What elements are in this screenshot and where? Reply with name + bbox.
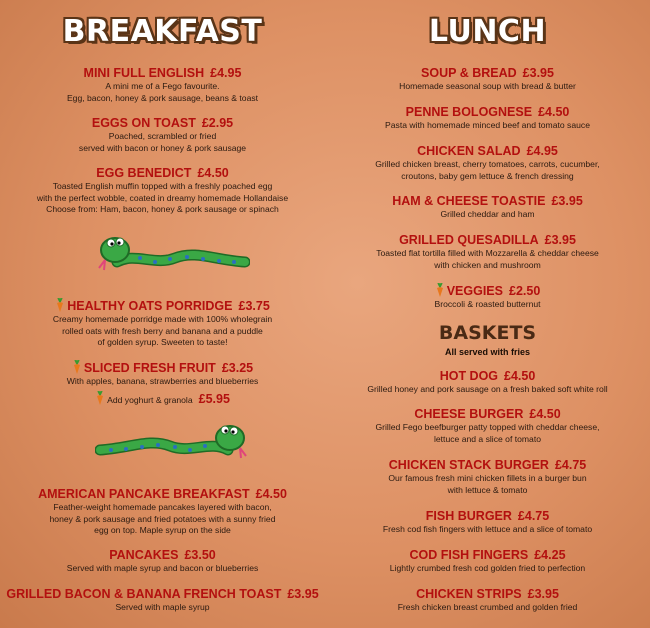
baskets-title: BASKETS <box>438 322 537 344</box>
item-name: VEGGIES <box>446 284 503 298</box>
item-desc: honey & pork sausage and fried potatoes with a sunny fried <box>49 513 276 524</box>
breakfast-title: BREAKFAST <box>62 14 263 49</box>
add-on-text: Add yoghurt & granola <box>107 394 193 405</box>
menu-item <box>325 194 650 221</box>
item-name: SOUP & BREAD <box>421 66 517 80</box>
item-price: £3.25 <box>221 361 254 375</box>
item-name: CHICKEN STACK BURGER <box>388 458 549 472</box>
item-price: £4.50 <box>255 487 287 501</box>
item-name: CHEESE BURGER <box>414 407 524 421</box>
item-desc: Toasted English muffin topped with a freshly poached egg <box>52 181 273 191</box>
item-name: HOT DOG <box>439 369 499 383</box>
item-name: MINI FULL ENGLISH <box>83 66 205 80</box>
item-desc: Homemade seasonal soup with bread & butter <box>399 81 576 91</box>
menu-item <box>325 233 650 271</box>
item-desc: Creamy homemade porridge made with 100% wholegrain <box>52 314 273 324</box>
item-price: £4.75 <box>554 458 587 472</box>
carrot-icon <box>55 298 65 312</box>
menu-item <box>325 509 650 536</box>
item-price: £4.75 <box>517 509 550 523</box>
item-price: £2.95 <box>201 116 234 130</box>
snake-illustration <box>95 420 250 468</box>
item-price: £4.50 <box>529 407 561 421</box>
item-desc-bold: Choose from: Ham, bacon, honey & pork sausage or spinach <box>46 204 279 214</box>
item-name: HAM & CHEESE TOASTIE <box>392 194 546 208</box>
item-desc: Feather-weight homemade pancakes layered with bacon, <box>53 502 272 512</box>
item-desc: with chicken and mushroom <box>434 259 541 270</box>
item-desc: With apples, banana, strawberries and blueberries <box>66 376 259 386</box>
add-on <box>0 391 325 406</box>
item-desc: Toasted flat tortilla filled with Mozzarella & cheddar cheese <box>376 248 599 258</box>
menu-item <box>0 66 325 104</box>
item-price: £4.95 <box>526 144 558 158</box>
menu-item <box>325 105 650 132</box>
item-name: FISH BURGER <box>425 509 512 523</box>
item-price: £3.95 <box>522 66 554 80</box>
menu-item <box>325 66 650 93</box>
item-desc: A mini me of a Fego favourite. <box>105 81 220 91</box>
lunch-title: LUNCH <box>428 14 547 49</box>
menu-item <box>0 166 325 216</box>
menu-item <box>325 283 650 311</box>
item-desc: Fresh chicken breast crumbed and golden fried <box>397 602 578 612</box>
item-name: AMERICAN PANCAKE BREAKFAST <box>38 487 250 501</box>
item-name: HEALTHY OATS PORRIDGE <box>67 299 233 313</box>
add-on-price: £5.95 <box>198 391 230 406</box>
item-desc: lettuce and a slice of tomato <box>433 433 541 444</box>
item-desc: Served with maple syrup <box>115 602 210 612</box>
menu-item <box>0 548 325 575</box>
baskets-subtitle: All served with fries <box>444 347 531 357</box>
item-name: COD FISH FINGERS <box>409 548 529 562</box>
menu-item <box>325 144 650 182</box>
item-price: £4.50 <box>538 105 570 119</box>
item-price: £3.50 <box>184 548 216 562</box>
menu-item <box>325 548 650 575</box>
carrot-icon <box>95 391 105 405</box>
menu-item <box>325 458 650 496</box>
item-desc: Grilled honey and pork sausage on a fresh baked soft white roll <box>367 384 608 394</box>
item-price: £4.50 <box>504 369 536 383</box>
item-name: EGGS ON TOAST <box>91 116 196 130</box>
menu-item <box>0 298 325 349</box>
item-desc: Pasta with homemade minced beef and tomato sauce <box>385 120 590 130</box>
item-name: PENNE BOLOGNESE <box>405 105 533 119</box>
menu-item <box>325 407 650 445</box>
item-desc: of golden syrup. Sweeten to taste! <box>97 337 228 347</box>
item-desc: Served with maple syrup and bacon or blueberries <box>66 563 259 573</box>
item-desc: Broccoli & roasted butternut <box>434 299 541 309</box>
item-price: £3.95 <box>287 587 319 601</box>
carrot-icon <box>72 360 82 374</box>
menu-item <box>0 487 325 537</box>
item-price: £3.95 <box>544 233 576 247</box>
item-price: £2.50 <box>509 284 541 298</box>
item-desc: rolled oats with fresh berry and banana and a puddle <box>62 325 263 336</box>
item-name: GRILLED QUESADILLA <box>399 233 539 247</box>
item-desc: with lettuce & tomato <box>447 484 528 495</box>
item-desc: Grilled cheddar and ham <box>440 209 535 219</box>
menu-item <box>0 360 325 406</box>
item-price: £4.95 <box>210 66 242 80</box>
item-desc: Fresh cod fish fingers with lettuce and a slice of tomato <box>382 524 593 534</box>
menu-item <box>0 587 325 614</box>
item-desc: Poached, scrambled or fried <box>108 131 217 141</box>
item-price: £4.50 <box>197 166 229 180</box>
item-price: £3.75 <box>238 299 270 313</box>
snake-illustration <box>95 232 250 280</box>
item-name: PANCAKES <box>109 548 179 562</box>
item-desc: with the perfect wobble, coated in dreamy homemade Hollandaise <box>36 192 289 203</box>
item-desc: Egg, bacon, honey & pork sausage, beans & toast <box>66 92 259 103</box>
item-desc: Lightly crumbed fresh cod golden fried to perfection <box>389 563 586 573</box>
item-name: CHICKEN SALAD <box>417 144 521 158</box>
item-price: £4.25 <box>534 548 566 562</box>
carrot-icon <box>435 283 445 297</box>
item-price: £3.95 <box>527 587 559 601</box>
item-price: £3.95 <box>551 194 583 208</box>
item-desc: served with bacon or honey & pork sausage <box>78 142 247 153</box>
menu-item <box>0 116 325 154</box>
item-desc: Our famous fresh mini chicken fillets in a burger bun <box>388 473 587 483</box>
item-name: CHICKEN STRIPS <box>416 587 522 601</box>
item-name: SLICED FRESH FRUIT <box>83 361 216 375</box>
item-name: GRILLED BACON & BANANA FRENCH TOAST <box>6 587 282 601</box>
menu-item <box>325 587 650 614</box>
item-desc: egg on top. Maple syrup on the side <box>94 525 231 535</box>
item-desc: Grilled chicken breast, cherry tomatoes, carrots, cucumber, <box>375 159 600 169</box>
item-name: EGG BENEDICT <box>96 166 192 180</box>
item-desc: Grilled Fego beefburger patty topped with cheddar cheese, <box>375 422 600 432</box>
menu-item <box>325 369 650 396</box>
item-desc: croutons, baby gem lettuce & french dressing <box>401 170 574 181</box>
